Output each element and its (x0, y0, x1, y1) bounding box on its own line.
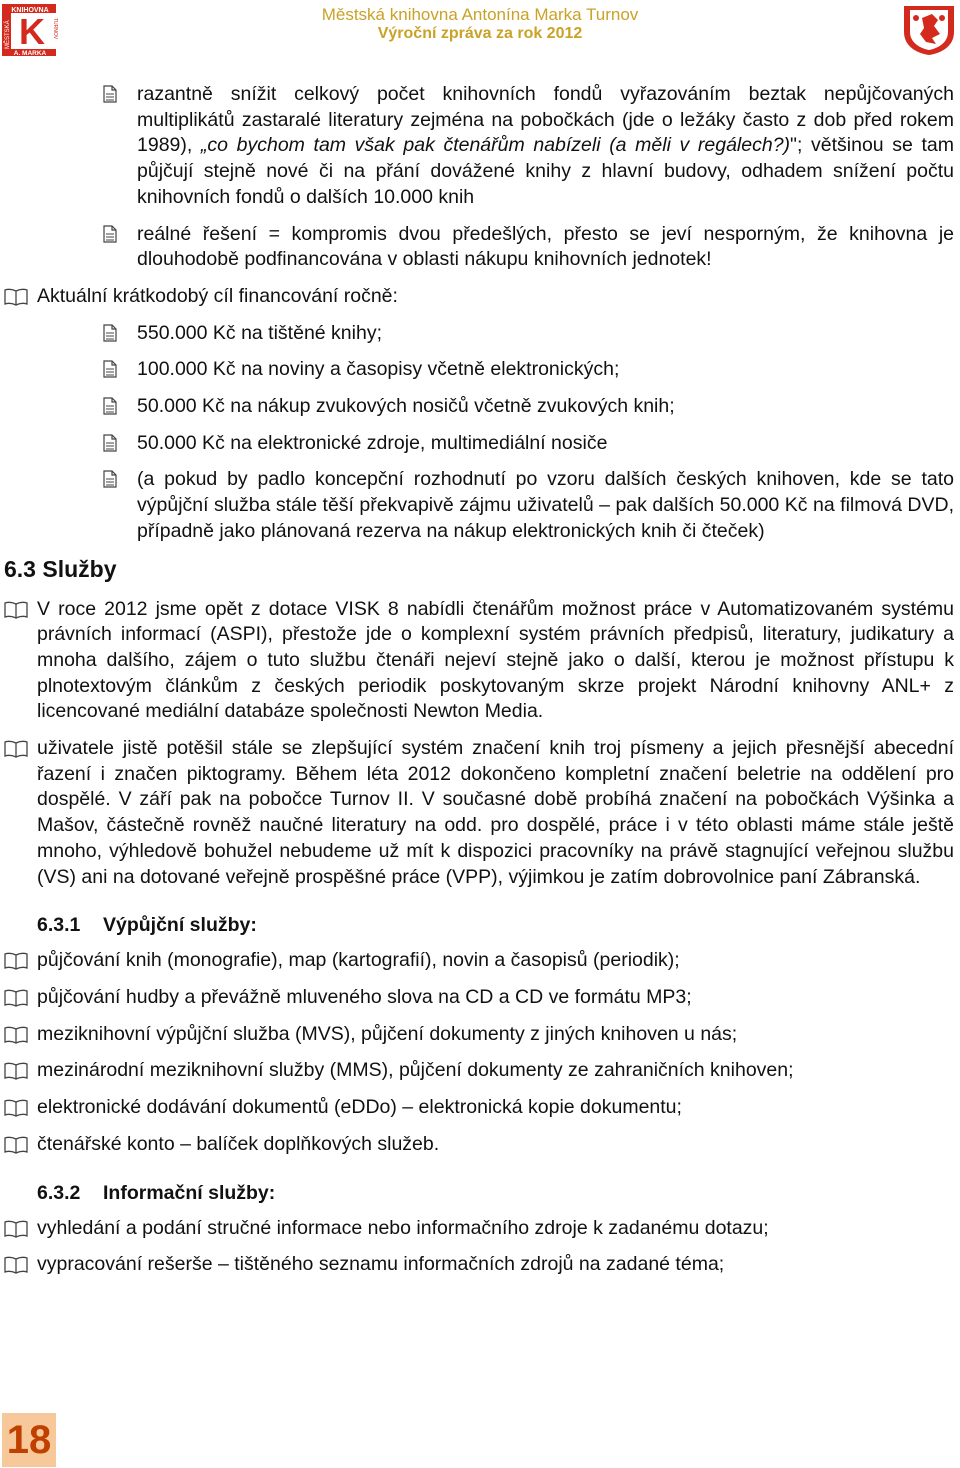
book-bullet-icon (4, 287, 28, 307)
section-paragraph-text: uživatele jistě potěšil stále se zlepšující systém značení knih troj písmeny a jejich přesnější abecední řazení i značen piktogramy. Během léta 2012 dokončeno kompletní značení beletrie na oddělení pro dospělé. V září pak na pobočce Turnov II. V současné době probíhá značení na pobočkách Výšinka a Mašov, částečně rovněž naučné literatury na odd. pro dospělé, práce i v této oblasti máme stále ještě mnoho, výhledově bohužel nebudeme už mít k dispozici pracovníky na právě stagnující veřejnou službu (VS) ani na dotované veřejně prospěšné práce (VPP), výjimkou je zatím dobrovolnice paní Zábranská. (37, 737, 954, 888)
intro-item-text: reálné řešení = kompromis dvou předešlých, přesto se jeví nesporným, že knihovna je dlouhodobě podfinancována v oblasti nákupu knihovních jednotek! (137, 222, 954, 271)
intro-item (137, 222, 954, 273)
goal-heading-text: Aktuální krátkodobý cíl financování ročně: (37, 284, 398, 307)
lending-item (37, 1022, 954, 1048)
intro-item (137, 82, 954, 211)
logo-letter: K (19, 11, 45, 52)
goal-item (137, 431, 954, 457)
document-bullet-icon (103, 324, 117, 342)
subsection-number: 6.3.1 (37, 914, 81, 937)
information-item-text: vyhledání a podání stručné informace nebo informačního zdroje k zadanému dotazu; (37, 1216, 769, 1239)
lending-item-text: meziknihovní výpůjční služba (MVS), půjčení dokumenty z jiných knihoven u nás; (37, 1022, 738, 1045)
subsection-number: 6.3.2 (37, 1181, 81, 1204)
section-paragraph-text: V roce 2012 jsme opět z dotace VISK 8 nabídli čtenářům možnost práce v Automatizovaném systému právních informací (ASPI), přestože jde o komplexní systém právních předpisů, literatury, judikatury a mnoha dalšího, zájem o tuto službu čtenáři nejeví stejně jako o další, kterou je možnost přístupu k plnotextovým článkům z českých periodik poskytovaným skrze projekt Národní knihovny ANL+ z licencované mediální databáze společnosti Newton Media. (37, 597, 954, 723)
subsection-title: Výpůjční služby: (103, 914, 257, 937)
section-paragraph (37, 597, 954, 726)
book-bullet-icon (4, 739, 28, 759)
goal-item (137, 394, 954, 420)
goal-heading (37, 284, 954, 310)
header-library-name: Městská knihovna Antonína Marka Turnov (321, 5, 639, 24)
section-heading: 6.3 Služby (4, 555, 117, 582)
book-bullet-icon (4, 1098, 28, 1118)
goal-item (137, 357, 954, 383)
document-bullet-icon (103, 434, 117, 452)
page-number: 18 (2, 1413, 56, 1467)
goal-item-text: 550.000 Kč na tištěné knihy; (137, 321, 382, 344)
logo-side-text: MĚSTSKÁ (5, 20, 11, 49)
goal-item-text: (a pokud by padlo koncepční rozhodnutí po vzoru dalších českých knihoven, kde se tato výpůjční služba stále těší překvapivě zájmu uživatelů – pak dalších 50.000 Kč na filmová DVD, případně jako plánovaná rezerva na nákup elektronických knih či čteček) (137, 468, 954, 542)
lending-item (37, 985, 954, 1011)
subsection-title: Informační služby: (103, 1181, 276, 1204)
subsection-heading-information (37, 1182, 960, 1205)
document-bullet-icon (103, 225, 117, 243)
logo-right-side-text: TURNOV (52, 18, 58, 40)
intro-item-text: razantně snížit celkový počet knihovních fondů vyřazováním beztak nepůjčovaných multiplikátů zastaralé literatury zejména na pobočkách (jde o ležáky často z dob před rokem 1989), (137, 83, 954, 157)
goal-item-text: 50.000 Kč na elektronické zdroje, multimediální nosiče (137, 431, 608, 454)
coat-of-arms-icon (902, 4, 956, 56)
page-content (0, 82, 960, 1289)
book-bullet-icon (4, 988, 28, 1008)
logo-top-text: KNIHOVNA (11, 7, 49, 14)
goal-item-text: 100.000 Kč na noviny a časopisy včetně elektronických; (137, 358, 620, 381)
subsection-heading-lending (37, 914, 960, 937)
document-bullet-icon (103, 85, 117, 103)
lending-item (37, 1095, 954, 1121)
page-header (0, 0, 960, 60)
lending-item-text: mezinárodní meziknihovní služby (MMS), půjčení dokumenty ze zahraničních knihoven; (37, 1059, 794, 1082)
information-item (37, 1252, 954, 1278)
goal-item-text: 50.000 Kč na nákup zvukových nosičů včetně zvukových knih; (137, 395, 675, 418)
book-bullet-icon (4, 951, 28, 971)
goal-item (137, 467, 954, 544)
header-report-title: Výroční zpráva za rok 2012 (377, 25, 583, 42)
book-bullet-icon (4, 1135, 28, 1155)
information-item-text: vypracování rešerše – tištěného seznamu informačních zdrojů na zadané téma; (37, 1253, 725, 1276)
intro-item-text-after: "; většinou se tam půjčují stejně nové či na přání dovážené knihy z hlavní budovy, odhadem snížení počtu knihovních fondů o dalších 10.000 knih (137, 134, 954, 208)
document-bullet-icon (103, 397, 117, 415)
book-bullet-icon (4, 1255, 28, 1275)
document-bullet-icon (103, 470, 117, 488)
logo-bottom-text: A. MARKA (13, 50, 47, 57)
intro-item-quote: „co bychom tam však pak čtenářům nabízeli (a měli v regálech?) (200, 134, 791, 157)
lending-item-text: půjčování knih (monografie), map (kartografií), novin a časopisů (periodik); (37, 949, 680, 972)
book-bullet-icon (4, 600, 28, 620)
lending-item (37, 948, 954, 974)
lending-item-text: elektronické dodávání dokumentů (eDDo) – elektronická kopie dokumentu; (37, 1096, 682, 1119)
book-bullet-icon (4, 1061, 28, 1081)
section-paragraph (37, 736, 954, 890)
lending-item (37, 1058, 954, 1084)
document-bullet-icon (103, 360, 117, 378)
information-item (37, 1216, 954, 1242)
lending-item-text: čtenářské konto – balíček doplňkových služeb. (37, 1132, 440, 1155)
book-bullet-icon (4, 1219, 28, 1239)
book-bullet-icon (4, 1025, 28, 1045)
lending-item-text: půjčování hudby a převážně mluveného slova na CD a CD ve formátu MP3; (37, 985, 692, 1008)
goal-item (137, 321, 954, 347)
lending-item (37, 1132, 954, 1158)
